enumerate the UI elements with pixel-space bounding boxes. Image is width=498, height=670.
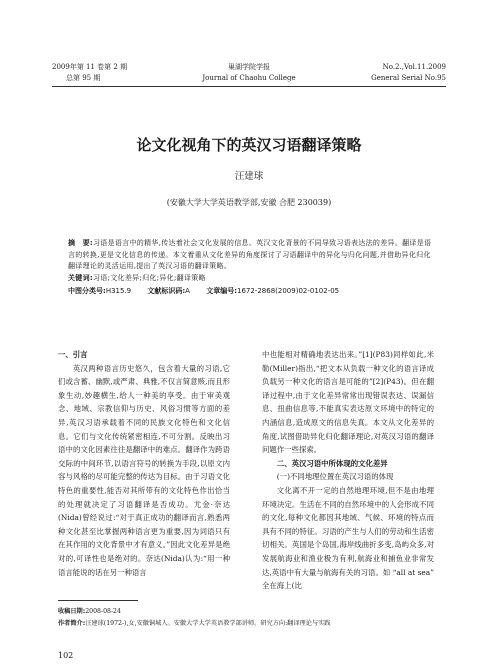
page-number: 102	[58, 651, 74, 660]
journal-name-en: Journal of Chaohu College	[202, 74, 296, 82]
keywords	[68, 273, 436, 285]
article-number: 文章编号:1672-2868(2009)02-0102-05	[206, 287, 340, 295]
section-heading-intro: 一、引言	[58, 350, 88, 359]
section-heading-cultural-differences: 二、英汉习语中所体现的文化差异	[276, 458, 388, 468]
running-header	[52, 62, 446, 88]
clc-number: 中图分类号:H315.9	[68, 287, 132, 295]
classification-row	[68, 286, 436, 296]
right-column	[262, 348, 434, 593]
keywords-label: 关键词:	[68, 273, 93, 282]
abstract-text: 习语是语言中的精华,传达着社会文化发展的信息。英汉文化背景的不同导致习语表达法的差异。翻译是语言的转换,更是文化信息的传递。本文着重从文化差异的角度探讨了习语翻译中的异化与归化问题,并借助异化归化翻译理论的灵活运用,提出了英汉习语的翻译策略。	[68, 239, 432, 270]
author-bio: 作者简介:汪建球(1972-),女,安徽铜城人。安徽大学大学英语教学部讲师。研究方向:翻译理论与实践	[58, 620, 331, 627]
received-date: 收稿日期:2008-08-24	[58, 608, 121, 615]
document-code: 文献标识码:A	[147, 287, 190, 295]
serial-info: 总第 95 期	[66, 74, 101, 82]
volume-info: No.2.,Vol.11.2009	[382, 63, 446, 71]
abstract-label: 摘 要:	[68, 239, 93, 247]
affiliation: (安徽大学大学英语教学部,安徽 合肥 230039)	[166, 198, 332, 207]
left-column	[58, 348, 230, 579]
paper-title: 论文化视角下的英汉习语翻译策略	[136, 136, 362, 154]
footnote-rule	[58, 600, 138, 601]
abstract	[68, 238, 436, 273]
issue-info: 2009年第 11 卷第 2 期	[52, 63, 128, 71]
footnote	[58, 606, 458, 630]
header-right	[371, 62, 446, 84]
general-serial: General Serial No.95	[371, 74, 446, 82]
abstract-block	[68, 238, 436, 284]
header-rule	[52, 86, 446, 87]
journal-name-cn: 巢湖学院学报	[228, 63, 270, 71]
subsection-heading-geography: (一)不同地理位置在英汉习语的体现	[276, 472, 394, 482]
body-paragraph: 中也能相对精确地表达出来。”[1](P83)同样如此,米勒(Miller)指出,“把文本从负载一种文化的语言译成负载另一种文化的语言是可能的”[2](P43)。但在翻译过程中,由于文化差异常常出现错误表达、误漏信息、扭曲信息等,不能真实表达原文环境中的特定的内涵信息,造成原文的信息失真。本文从文化差异的角度,试图借助异化归化翻译理论,对英汉习语的翻译问题作一些探索。	[262, 350, 434, 455]
keywords-text: 习语;文化差异;归化;异化;翻译策略	[93, 273, 206, 282]
author-name: 汪建球	[234, 171, 264, 182]
body-paragraph: 文化离不开一定的自然地理环境,但不是由地理环境决定。生活在不同的自然环境中的人会形成不同的文化,每种文化都因其地域、气候、环境的特点而具有不同的特征。习语的产生与人们的劳动和生活密切相关。英国是个岛国,海岸线曲折多变,岛屿众多,对发展航海业和渔业极为有利,航海业和捕鱼业非常发达,英语中有大量与航海有关的习语。如 “all at sea” 全在海上(比	[262, 485, 434, 591]
body-paragraph: 英汉两种语言历史悠久，包含着大量的习语,它们或含蓄、幽默,或严肃、典雅,不仅言简意赅,而且形象生动,妙趣横生,给人一种美的享受。由于审美观念、地域、宗教信仰与历史、风俗习惯等方面的差异,英汉习语承载着不同的民族文化特色和文化信息。它们与文化传统紧密相连,不可分割。反映出习语中的文化因素往往是翻译中的难点。翻译作为跨语交际的中间环节,以语言符号的转换为手段,以原文内容与风格的尽可能完整的传达为目标。由于习语文化特色的重要性,能否对其所带有的文化特色作出恰当的处理就决定了习语翻译是否成功。尤金·奈达(Nida)曾经说过:“对于真正成功的翻译而言,熟悉两种文化甚至比掌握两种语言更为重要,因为词语只有在其作用的文化背景中才有意义。”因此文化差异是绝对的,可译性也是绝对的。奈达(Nida)认为:“用一种语言能说的话在另一种语言	[58, 363, 230, 577]
